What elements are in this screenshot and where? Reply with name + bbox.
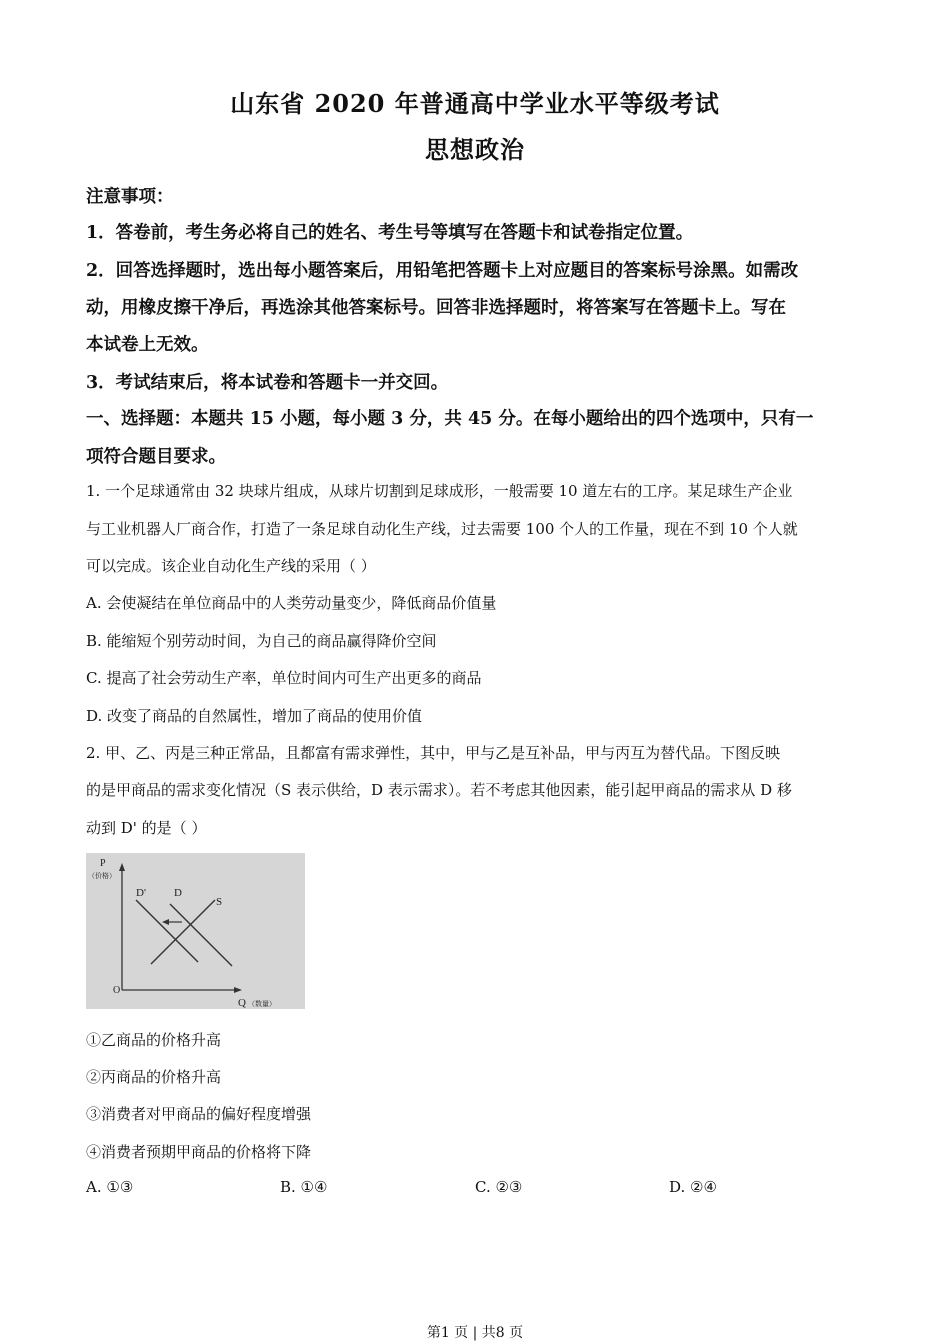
graph-p-sub-label: （价格） <box>88 872 116 880</box>
question-2-line-3: 动到 D' 的是（ ） <box>86 819 207 837</box>
supply-demand-graph-svg <box>86 853 305 1009</box>
question-1-line-1: 1. 一个足球通常由 32 块球片组成，从球片切割到足球成形，一般需要 10 道左右的工序。某足球生产企业 <box>86 482 793 500</box>
question-2-line-1: 2. 甲、乙、丙是三种正常品，且都富有需求弹性，其中，甲与乙是互补品，甲与丙互为替代品。下图反映 <box>86 744 781 762</box>
question-1-option-c: C. 提高了社会劳动生产率，单位时间内可生产出更多的商品 <box>86 669 482 687</box>
graph-d-prime-label: D' <box>136 887 146 899</box>
question-2-statement-4: ④消费者预期甲商品的价格将下降 <box>86 1143 312 1161</box>
graph-q-sub-label: （数量） <box>248 1000 276 1008</box>
question-2-option-a: A. ①③ <box>86 1178 134 1196</box>
question-2-option-b: B. ①④ <box>280 1178 328 1196</box>
exam-title: 山东省 2020 年普通高中学业水平等级考试 <box>230 89 720 118</box>
subject-title: 思想政治 <box>425 135 525 164</box>
notice-item-2-line-2: 动，用橡皮擦干净后，再选涂其他答案标号。回答非选择题时，将答案写在答题卡上。写在 <box>86 298 786 318</box>
notice-item-2-line-3: 本试卷上无效。 <box>86 335 209 355</box>
question-2-option-d: D. ②④ <box>669 1178 717 1196</box>
question-2-statement-2: ②丙商品的价格升高 <box>86 1068 222 1086</box>
question-1-option-b: B. 能缩短个别劳动时间，为自己的商品赢得降价空间 <box>86 632 437 650</box>
notice-heading: 注意事项： <box>86 187 174 207</box>
question-1-line-3: 可以完成。该企业自动化生产线的采用（ ） <box>86 557 376 575</box>
question-2-option-c: C. ②③ <box>475 1178 523 1196</box>
supply-demand-graph <box>86 853 305 1009</box>
question-1-option-a: A. 会使凝结在单位商品中的人类劳动量变少，降低商品价值量 <box>86 594 497 612</box>
question-2-statement-1: ①乙商品的价格升高 <box>86 1031 222 1049</box>
notice-item-3: 3．考试结束后，将本试卷和答题卡一并交回。 <box>86 373 449 393</box>
question-2-line-2: 的是甲商品的需求变化情况（S 表示供给，D 表示需求）。若不考虑其他因素，能引起甲商品的需求从 D 移 <box>86 781 792 799</box>
notice-item-1: 1．答卷前，考生务必将自己的姓名、考生号等填写在答题卡和试卷指定位置。 <box>86 223 694 243</box>
question-1-line-2: 与工业机器人厂商合作，打造了一条足球自动化生产线，过去需要 100 个人的工作量，现在不到 10 个人就 <box>86 520 798 538</box>
graph-s-label: S <box>216 896 223 908</box>
graph-d-label: D <box>174 887 182 899</box>
question-1-option-d: D. 改变了商品的自然属性，增加了商品的使用价值 <box>86 707 423 725</box>
section-1-heading-line-2: 项符合题目要求。 <box>86 447 226 467</box>
notice-item-2-line-1: 2．回答选择题时，选出每小题答案后，用铅笔把答题卡上对应题目的答案标号涂黑。如需改 <box>86 261 799 281</box>
page-footer: 第1 页 | 共8 页 <box>426 1325 524 1341</box>
question-2-statement-3: ③消费者对甲商品的偏好程度增强 <box>86 1105 312 1123</box>
graph-q-label: Q <box>238 997 246 1009</box>
graph-origin-label: O <box>113 985 121 996</box>
section-1-heading-line-1: 一、选择题：本题共 15 小题，每小题 3 分，共 45 分。在每小题给出的四个选项中，只有一 <box>86 409 814 429</box>
graph-p-label: P <box>100 858 106 869</box>
